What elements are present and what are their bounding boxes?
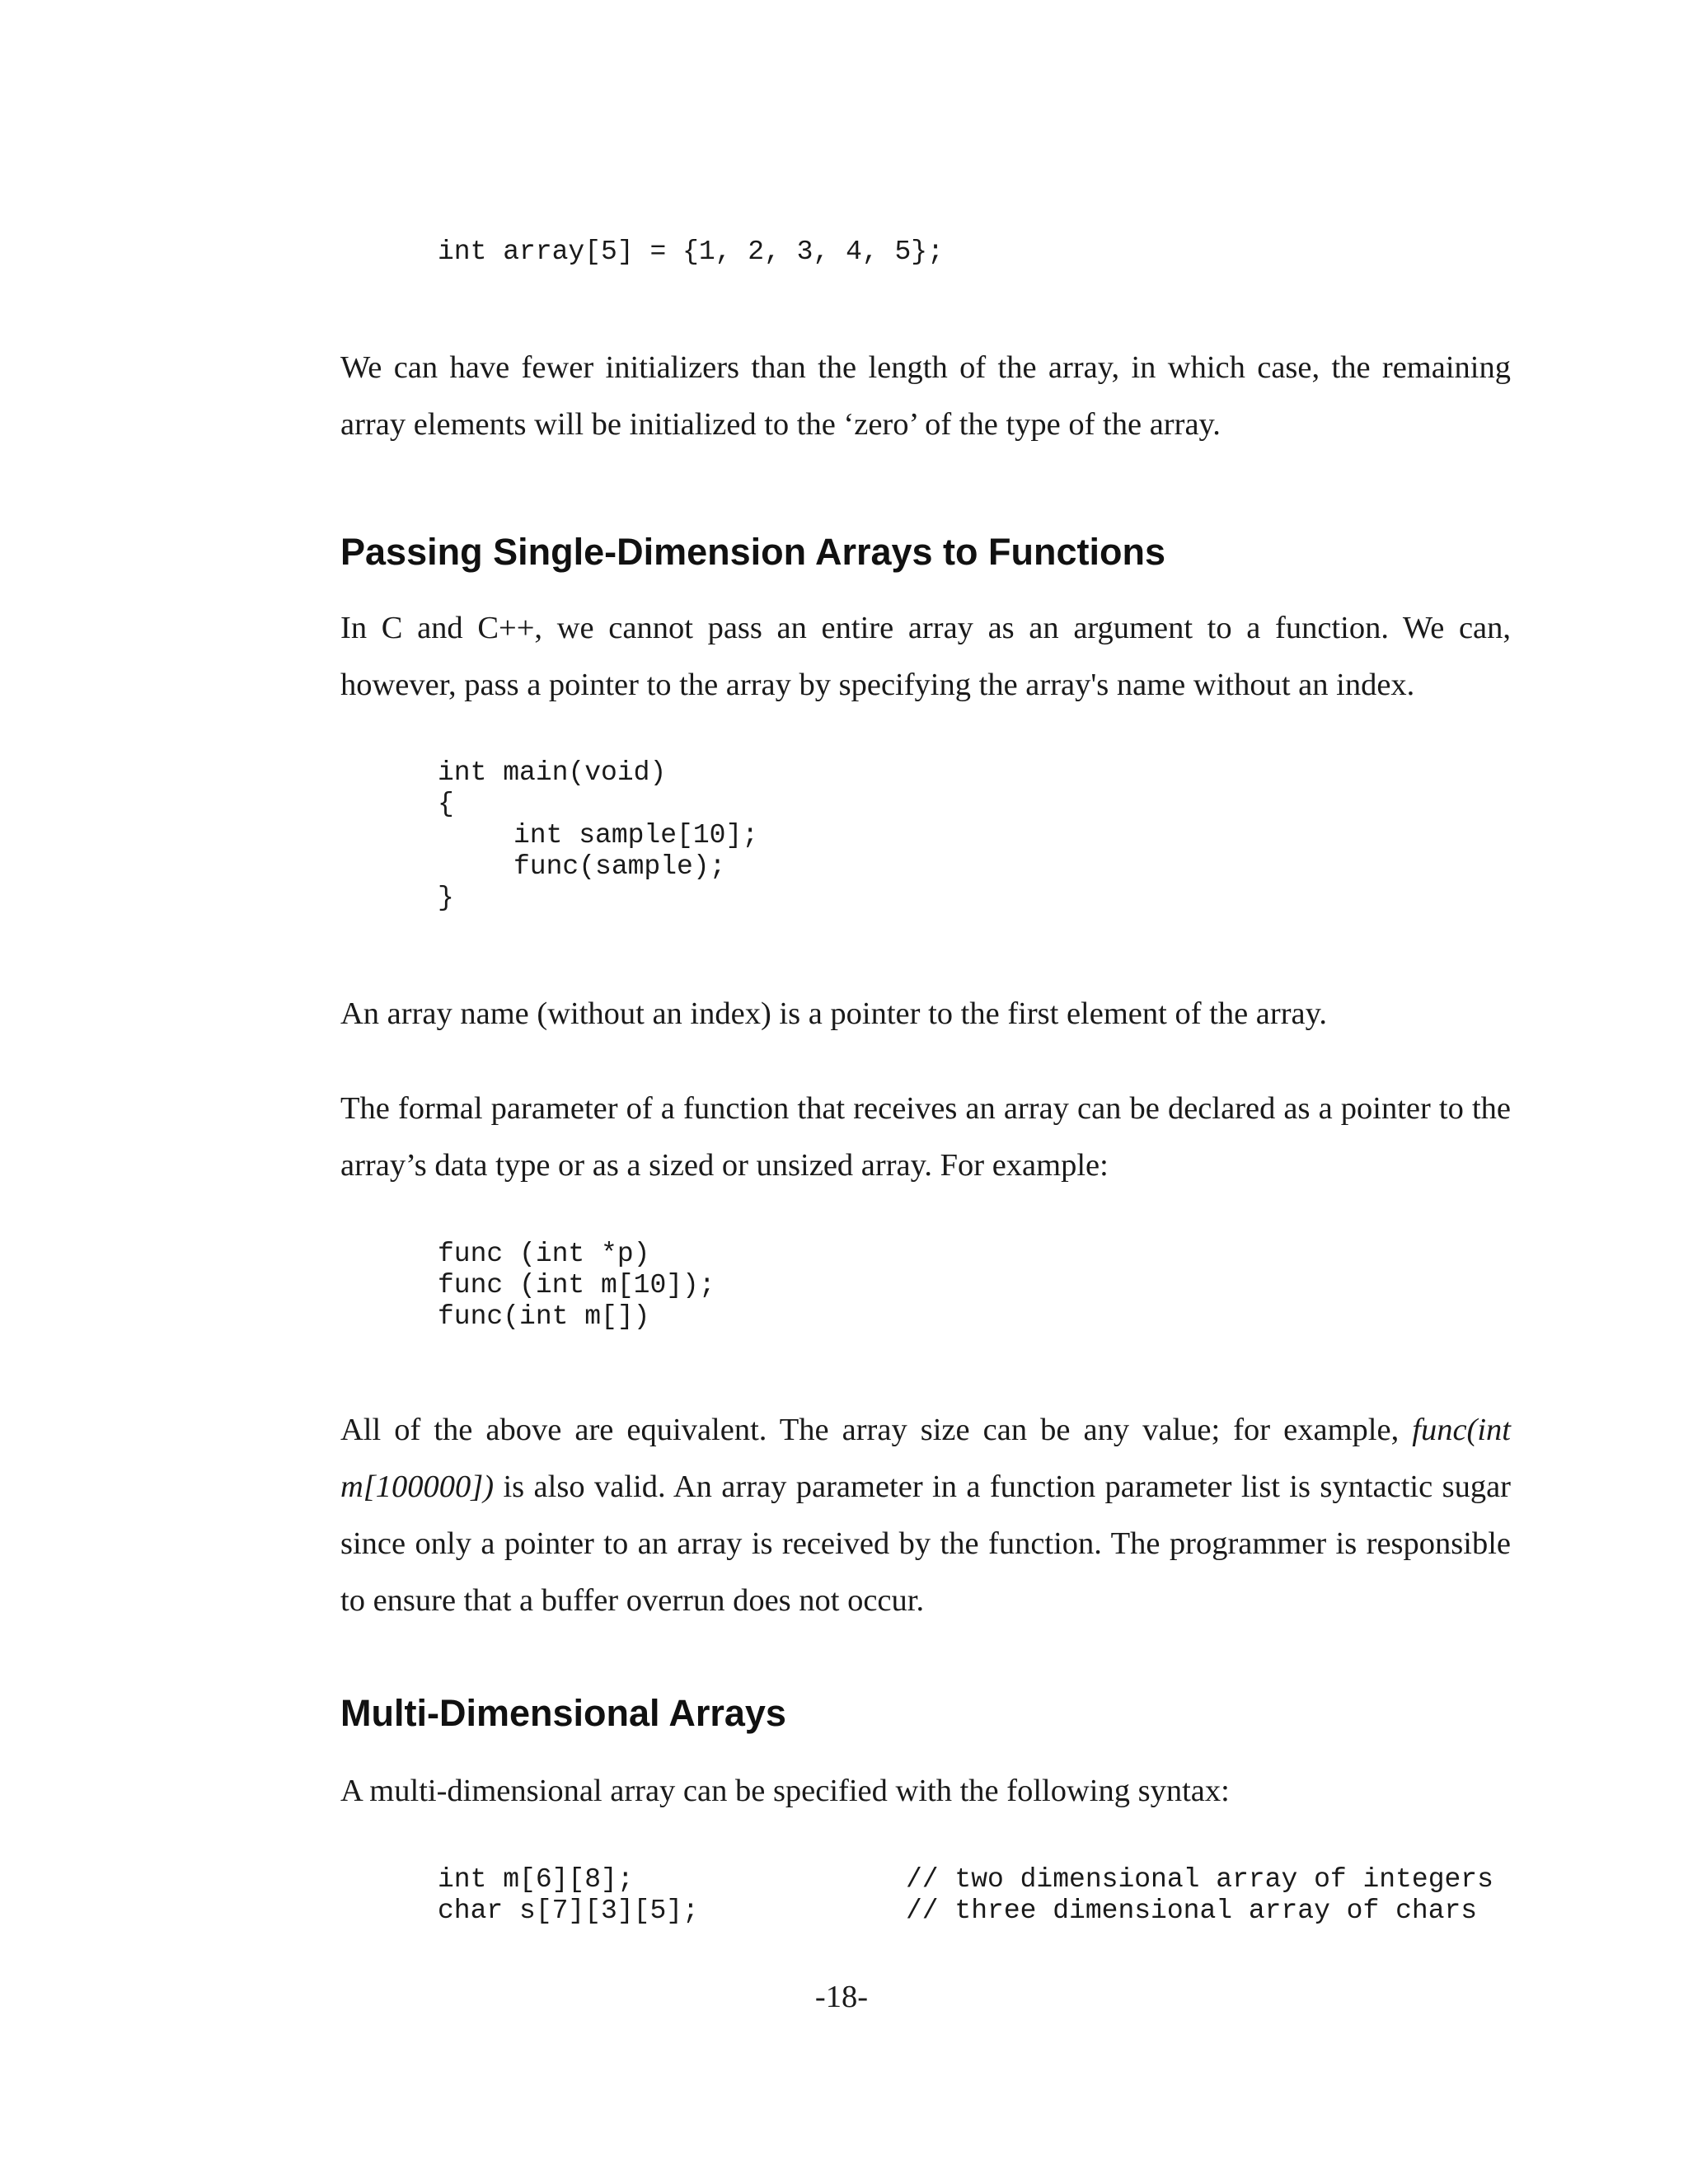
page-number: -18- <box>814 1980 869 2014</box>
paragraph-array-name-pointer: An array name (without an index) is a pointer to the first element of the array. <box>340 996 1327 1031</box>
code-block-main <box>438 757 758 914</box>
paragraph-formal-parameter: The formal parameter of a function that receives an array can be declared as a pointer to the array’s data type or as a sized or unsized array. For example: <box>340 1091 1511 1183</box>
paragraph-text: All of the above are equivalent. The array size can be any value; for example, <box>340 1413 1413 1447</box>
heading-passing-single-dimension-arrays: Passing Single-Dimension Arrays to Functions <box>340 531 1166 573</box>
paragraph-multi-syntax: A multi-dimensional array can be specified with the following syntax: <box>340 1774 1230 1808</box>
paragraph-text: is also valid. An array parameter in a function parameter list is syntactic sugar since only a pointer to an array is received by the function. The programmer is responsible to ensure that a buffer overrun does not occur. <box>340 1469 1511 1618</box>
code-statement: char s[7][3][5]; <box>438 1896 699 1926</box>
paragraph-cannot-pass-array: In C and C++, we cannot pass an entire array as an argument to a function. We can, however, pass a pointer to the array by specifying the array's name without an index. <box>340 611 1511 702</box>
code-comment: // two dimensional array of integers <box>906 1864 1493 1895</box>
heading-multi-dimensional-arrays: Multi-Dimensional Arrays <box>340 1692 786 1734</box>
paragraph-fewer-initializers: We can have fewer initializers than the length of the array, in which case, the remaining array elements will be initialized to the ‘zero’ of the type of the array. <box>340 350 1511 442</box>
code-line: int main(void) <box>438 757 667 788</box>
code-comment: // three dimensional array of chars <box>906 1896 1478 1926</box>
code-line: func(int m[]) <box>438 1301 650 1332</box>
paragraph-all-equivalent <box>340 1402 1511 1629</box>
code-line: } <box>438 883 454 913</box>
code-line: { <box>438 789 454 819</box>
code-block-multi-dimensional <box>438 1864 1493 1927</box>
code-line <box>438 1864 1493 1896</box>
code-line: int sample[10]; <box>513 820 759 851</box>
code-line: func (int *p) <box>438 1239 650 1269</box>
code-block-func-declarations <box>438 1239 715 1333</box>
code-block-array-init <box>438 237 944 268</box>
code-statement: int m[6][8]; <box>438 1864 634 1895</box>
code-line: func (int m[10]); <box>438 1270 715 1301</box>
code-line: func(sample); <box>513 851 726 882</box>
code-line: int array[5] = {1, 2, 3, 4, 5}; <box>438 237 944 267</box>
code-line <box>438 1896 1478 1927</box>
inline-code-italic: func(int m[100000]) <box>340 1413 1511 1504</box>
